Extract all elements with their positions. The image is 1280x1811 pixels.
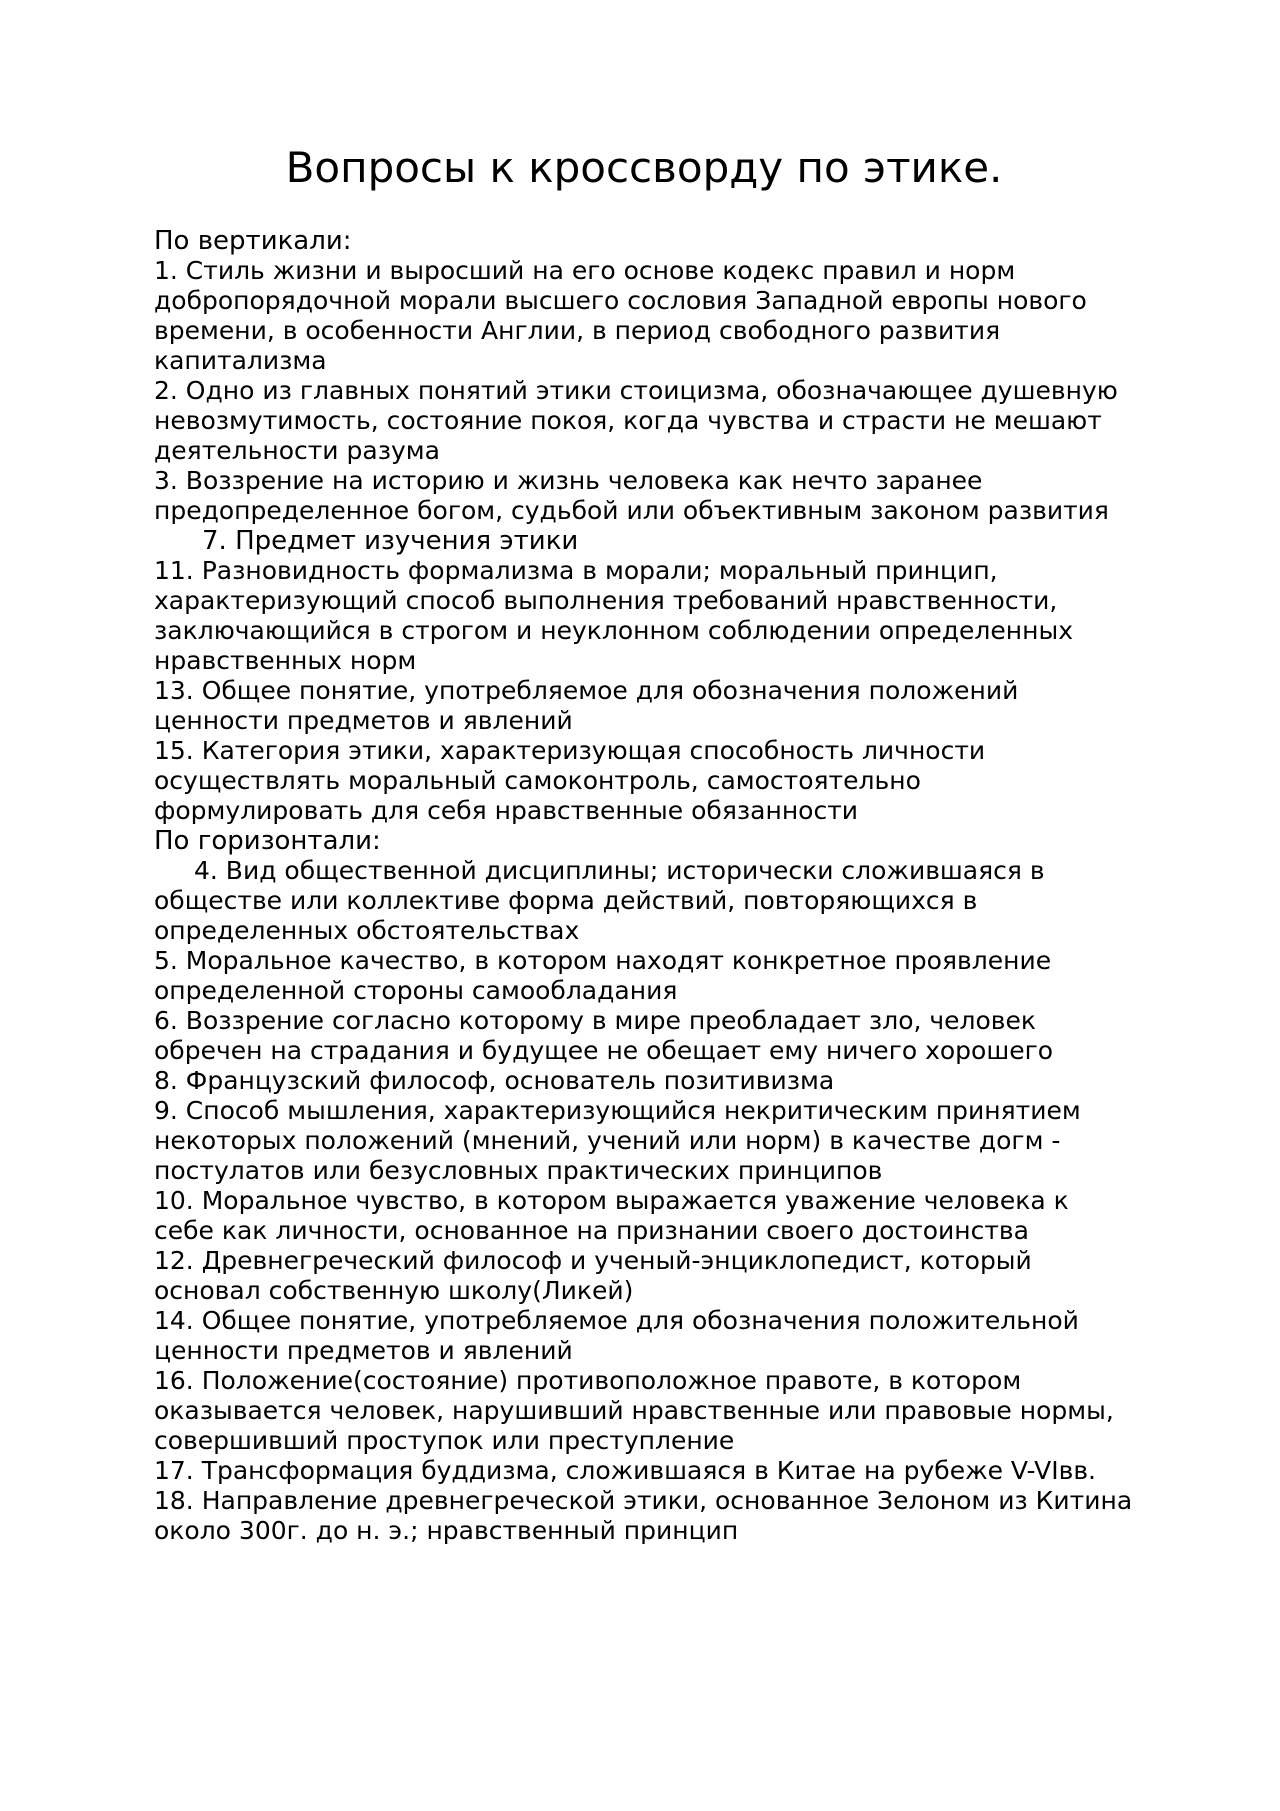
clue-item: 13. Общее понятие, употребляемое для обозначения положений ценности предметов и явлений (154, 676, 1019, 735)
clue-item: 18. Направление древнегреческой этики, основанное Зелоном из Китина около 300г. до н. э.; нравственный принцип (154, 1486, 1133, 1545)
vertical-section (154, 226, 1134, 826)
clue-item: 3. Воззрение на историю и жизнь человека как нечто заранее предопределенное богом, судьбой или объективным законом развития (154, 466, 1109, 525)
clue-item: 6. Воззрение согласно которому в мире преобладает зло, человек обречен на страдания и будущее не обещает ему ничего хорошего (154, 1006, 1054, 1065)
clue-item: 10. Моральное чувство, в котором выражается уважение человека к себе как личности, основанное на признании своего достоинства (154, 1186, 1069, 1245)
clue-item: 8. Французский философ, основатель позитивизма (154, 1066, 835, 1095)
clue-item: 5. Моральное качество, в котором находят конкретное проявление определенной стороны самообладания (154, 946, 1052, 1005)
clue-item: 11. Разновидность формализма в морали; моральный принцип, характеризующий способ выполнения требований нравственности, заключающийся в строгом и неуклонном соблюдении определенных нравственных норм (154, 556, 1073, 675)
clue-item: 7. Предмет изучения этики (202, 526, 579, 556)
page-title: Вопросы к кроссворду по этике. (285, 143, 1003, 192)
clue-item: 1. Стиль жизни и выросший на его основе кодекс правил и норм добропорядочной морали высшего сословия Западной европы нового времени, в особенности Англии, в период свободного развития капитализма (154, 256, 1087, 375)
clue-item: 15. Категория этики, характеризующая способность личности осуществлять моральный самоконтроль, самостоятельно формулировать для себя нравственные обязанности (154, 736, 986, 825)
clue-item: 12. Древнегреческий философ и ученый-энциклопедист, который основал собственную школу(Ликей) (154, 1246, 1032, 1305)
horizontal-heading: По горизонтали: (154, 826, 381, 856)
clue-item: 16. Положение(состояние) противоположное правоте, в котором оказывается человек, нарушивший нравственные или правовые нормы, совершивший проступок или преступление (154, 1366, 1114, 1455)
document-page (154, 138, 1134, 1546)
clue-item: 4. Вид общественной дисциплины; исторически сложившаяся в обществе или коллективе форма действий, повторяющихся в определенных обстоятельствах (154, 856, 1045, 945)
clue-item: 2. Одно из главных понятий этики стоицизма, обозначающее душевную невозмутимость, состояние покоя, когда чувства и страсти не мешают деятельности разума (154, 376, 1118, 465)
clue-item: 14. Общее понятие, употребляемое для обозначения положительной ценности предметов и явлений (154, 1306, 1079, 1365)
horizontal-section (154, 826, 1134, 1546)
clue-item: 9. Способ мышления, характеризующийся некритическим принятием некоторых положений (мнений, учений или норм) в качестве догм - постулатов или безусловных практических принципов (154, 1096, 1081, 1185)
vertical-heading: По вертикали: (154, 226, 352, 256)
clue-item: 17. Трансформация буддизма, сложившаяся в Китае на рубеже V-VIвв. (154, 1456, 1097, 1485)
